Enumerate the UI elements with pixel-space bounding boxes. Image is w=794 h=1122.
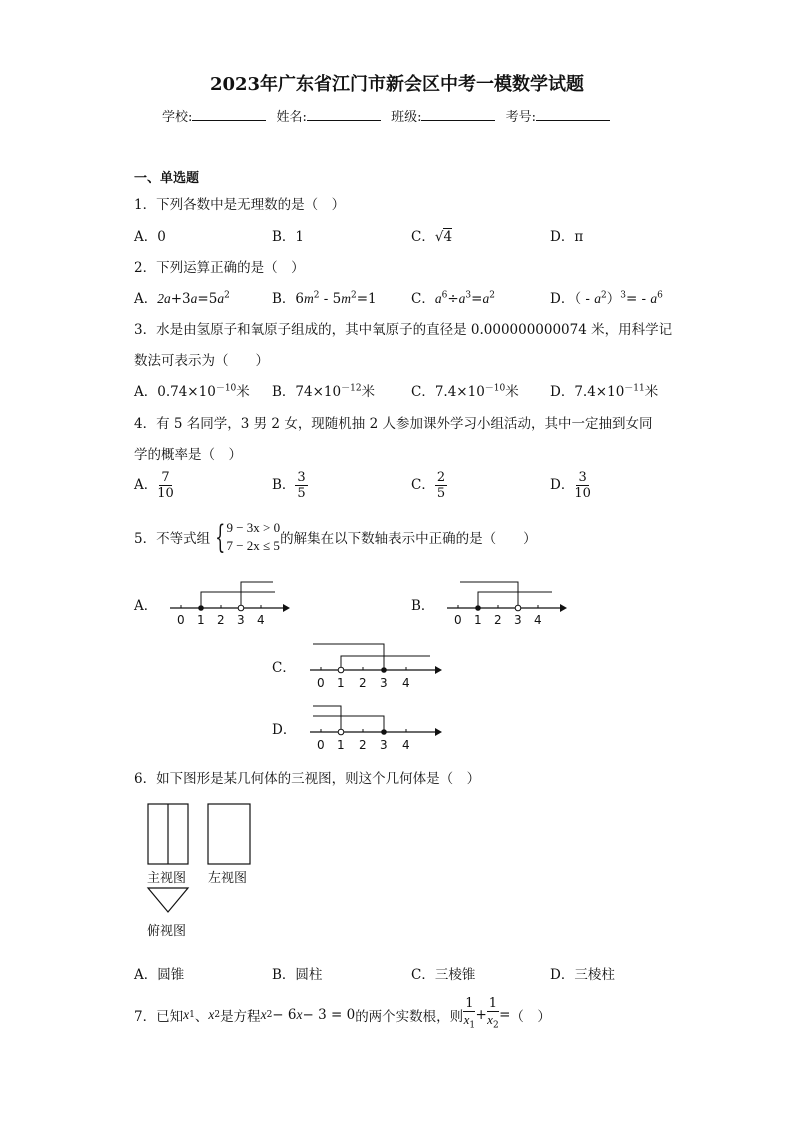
q6-stem: 6．如下图形是某几何体的三视图，则这个几何体是（ ） <box>134 771 481 787</box>
school-blank[interactable] <box>192 108 266 121</box>
fraction: $\frac{3}{10}$ <box>574 470 591 501</box>
student-info-line <box>162 106 616 125</box>
q5-number-line-d[interactable] <box>305 702 445 754</box>
q6-option-d[interactable]: D．三棱柱 <box>550 967 615 983</box>
left-view-rect <box>208 804 250 864</box>
front-view-label: 主视图 <box>147 871 187 886</box>
q5-option-b-label[interactable]: B． <box>411 598 435 614</box>
q6-option-b[interactable]: B．圆柱 <box>272 967 323 983</box>
sqrt-symbol: √ <box>434 229 444 245</box>
q4-stem-line2: 学的概率是（ ） <box>134 447 242 463</box>
svg-text:3: 3 <box>380 738 388 752</box>
q6-option-a[interactable]: A．圆锥 <box>134 967 185 983</box>
svg-text:0: 0 <box>317 738 325 752</box>
q4-stem-line1: 4．有 5 名同学，3 男 2 女，现随机抽 2 人参加课外学习小组活动，其中一定抽到女同 <box>134 416 653 432</box>
left-view-label: 左视图 <box>208 871 248 886</box>
q5-number-line-b[interactable] <box>442 578 567 628</box>
inequality-1: 9 − 3x > 0 <box>226 520 281 535</box>
q4-option-d[interactable]: D． $\frac{3}{10}$ <box>550 470 591 501</box>
fraction: $\frac{7}{10}$ <box>157 470 174 501</box>
page-title: 2023年广东省江门市新会区中考一模数学试题 <box>209 74 585 95</box>
q4-option-a[interactable]: A． $\frac{7}{10}$ <box>134 470 174 501</box>
svg-text:1: 1 <box>474 613 482 627</box>
q2-option-a[interactable]: A．$2a+3a=5a^2$ <box>134 290 230 307</box>
q4-option-b[interactable]: B． $\frac{3}{5}$ <box>272 470 306 501</box>
q2-stem: 2．下列运算正确的是（ ） <box>134 260 305 276</box>
section-heading: 一、单选题 <box>134 171 200 186</box>
svg-text:1: 1 <box>337 738 345 752</box>
svg-text:0: 0 <box>177 613 185 627</box>
inequality-2: 7 − 2x ≤ 5 <box>226 538 280 553</box>
q2-option-b[interactable]: B．$6m^2 - 5m^2=1$ <box>272 290 377 307</box>
svg-text:0: 0 <box>454 613 462 627</box>
q5-number-line-c[interactable] <box>305 640 445 692</box>
q2-option-c[interactable]: C．$a^6\div a^3=a^2$ <box>411 290 495 307</box>
svg-text:4: 4 <box>402 738 410 752</box>
svg-text:2: 2 <box>494 613 502 627</box>
svg-text:3: 3 <box>514 613 522 627</box>
q3-stem-line1: 3．水是由氢原子和氧原子组成的，其中氧原子的直径是 0.000000000074 米，用科学记 <box>134 322 673 338</box>
svg-text:4: 4 <box>257 613 265 627</box>
q3-option-b[interactable]: B．$74\times 10^{-12}$米 <box>272 383 376 400</box>
q1-option-b[interactable]: B．1 <box>272 229 305 245</box>
exam-number-blank[interactable] <box>536 108 610 121</box>
exam-number-label: 考号: <box>505 110 536 125</box>
three-view-figure <box>146 802 256 917</box>
q3-stem-line2: 数法可表示为（ ） <box>134 353 269 369</box>
svg-text:1: 1 <box>337 676 345 690</box>
q5-option-d-label[interactable]: D． <box>272 722 297 738</box>
fraction: $\frac{1}{x_1}$ <box>463 996 476 1031</box>
svg-text:3: 3 <box>237 613 245 627</box>
q2-option-d[interactable]: D．（ - $a^2)^3= - a^6$ <box>550 290 663 307</box>
q6-option-c[interactable]: C．三棱锥 <box>411 967 476 983</box>
q5-option-a-label[interactable]: A． <box>134 598 158 614</box>
q5-number-line-a[interactable] <box>165 578 290 628</box>
q5-option-c-label[interactable]: C． <box>272 660 296 676</box>
name-blank[interactable] <box>307 108 381 121</box>
class-label: 班级: <box>391 110 422 125</box>
q3-option-c[interactable]: C．$7.4\times 10^{-10}$米 <box>411 383 519 400</box>
svg-text:1: 1 <box>197 613 205 627</box>
fraction: $\frac{1}{x_2}$ <box>487 996 499 1031</box>
q4-option-c[interactable]: C． $\frac{2}{5}$ <box>411 470 446 501</box>
svg-text:0: 0 <box>317 676 325 690</box>
svg-text:2: 2 <box>217 613 225 627</box>
fraction: $\frac{2}{5}$ <box>436 470 446 501</box>
q5-stem: 5．不等式组 { 9 − 3x > 0 7 − 2x ≤ 5 的解集在以下数轴表示中正确的是（ ） <box>134 518 537 556</box>
q1-stem: 1．下列各数中是无理数的是（ ） <box>134 197 346 213</box>
inequality-system: { 9 − 3x > 0 7 − 2x ≤ 5 <box>215 518 281 556</box>
class-blank[interactable] <box>421 108 495 121</box>
q3-option-d[interactable]: D．$7.4\times 10^{-11}$米 <box>550 383 659 400</box>
top-view-triangle <box>148 888 188 912</box>
school-label: 学校: <box>162 110 193 125</box>
svg-text:4: 4 <box>534 613 542 627</box>
svg-text:4: 4 <box>402 676 410 690</box>
name-label: 姓名: <box>276 110 307 125</box>
fraction: $\frac{3}{5}$ <box>297 470 306 501</box>
q1-option-a[interactable]: A．0 <box>134 229 166 245</box>
q1-option-d[interactable]: D．π <box>550 229 584 245</box>
q7-stem: 7．已知 x 1 、 x 2 是方程 x 2 − 6 x − 3 = 0 的两个实数根，则 $\frac{1}{x_1}$ + $\frac{1}{x_2}$ = （ ） <box>134 996 551 1034</box>
svg-text:3: 3 <box>380 676 388 690</box>
top-view-label: 俯视图 <box>147 924 187 939</box>
svg-text:2: 2 <box>359 738 367 752</box>
svg-text:2: 2 <box>359 676 367 690</box>
q3-option-a[interactable]: A．$0.74\times 10^{-10}$米 <box>134 383 250 400</box>
q1-option-c[interactable]: C．√4 <box>411 229 453 245</box>
